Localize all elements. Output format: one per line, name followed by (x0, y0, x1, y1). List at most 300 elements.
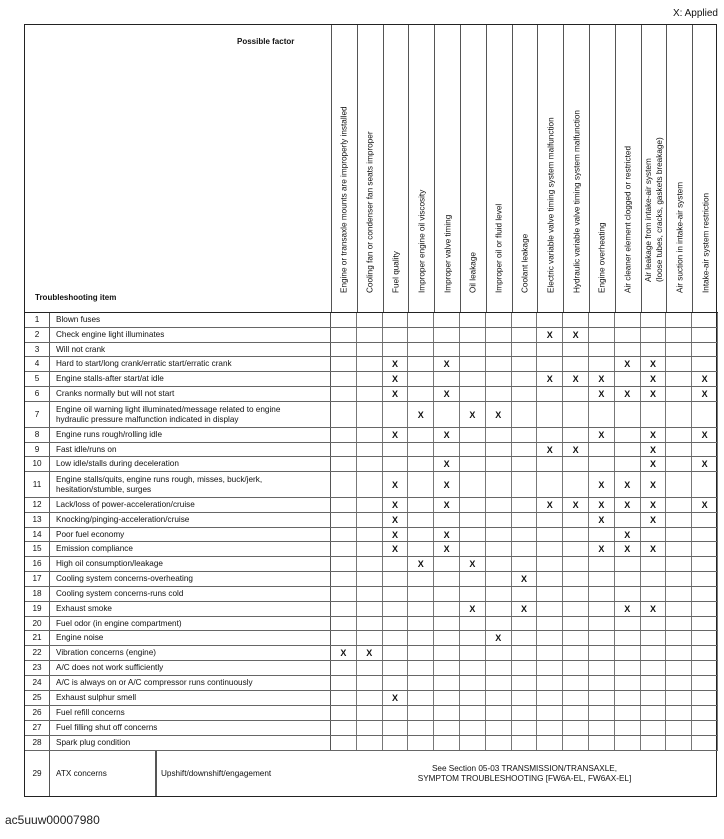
applied-mark (589, 572, 615, 586)
applied-mark: X (692, 428, 718, 442)
troubleshooting-item: Cooling system concerns-runs cold (50, 587, 331, 601)
applied-mark (537, 472, 563, 497)
applied-mark (589, 631, 615, 645)
applied-mark (486, 691, 512, 705)
applied-mark (331, 721, 357, 735)
applied-mark (512, 472, 538, 497)
applied-mark (383, 328, 409, 342)
applied-mark (563, 631, 589, 645)
applied-mark (666, 587, 692, 601)
applied-mark (589, 357, 615, 371)
applied-mark (460, 661, 486, 675)
applied-mark: X (408, 402, 434, 427)
applied-mark: X (434, 357, 460, 371)
applied-mark (512, 498, 538, 512)
applied-mark (666, 357, 692, 371)
applied-mark: X (383, 528, 409, 541)
applied-mark (615, 513, 641, 527)
applied-mark (357, 557, 383, 571)
applied-mark: X (357, 646, 383, 660)
applied-mark (408, 498, 434, 512)
applied-mark (486, 617, 512, 630)
applied-mark (460, 387, 486, 401)
table-row (25, 513, 718, 528)
row-number: 26 (25, 706, 50, 720)
applied-mark (357, 343, 383, 356)
applied-mark: X (641, 498, 667, 512)
troubleshooting-item: Spark plug condition (50, 736, 331, 750)
factor-column (666, 25, 692, 312)
applied-mark (434, 328, 460, 342)
applied-mark: X (615, 472, 641, 497)
applied-mark (357, 513, 383, 527)
applied-mark (537, 542, 563, 556)
applied-mark: X (589, 387, 615, 401)
applied-mark (692, 357, 718, 371)
factor-label: Coolant leakage (520, 233, 530, 293)
applied-mark (666, 676, 692, 690)
applied-mark (331, 587, 357, 601)
applied-mark (434, 313, 460, 327)
applied-mark: X (692, 498, 718, 512)
applied-mark (641, 572, 667, 586)
applied-mark (408, 676, 434, 690)
applied-mark (331, 691, 357, 705)
applied-mark (615, 661, 641, 675)
troubleshooting-item: A/C does not work sufficiently (50, 661, 331, 675)
applied-mark (563, 557, 589, 571)
applied-mark (615, 328, 641, 342)
applied-mark (537, 343, 563, 356)
applied-mark (331, 557, 357, 571)
applied-mark (641, 528, 667, 541)
applied-mark (563, 736, 589, 750)
applied-mark (408, 587, 434, 601)
applied-mark (666, 661, 692, 675)
applied-mark (460, 343, 486, 356)
applied-mark (589, 661, 615, 675)
troubleshooting-item: Engine oil warning light illuminated/message related to engine hydraulic pressure malfunction indicated in display (50, 402, 331, 427)
factor-column (357, 25, 383, 312)
table-row (25, 498, 718, 513)
troubleshooting-item: Will not crank (50, 343, 331, 356)
applied-mark (408, 661, 434, 675)
troubleshooting-item: Fuel odor (in engine compartment) (50, 617, 331, 630)
applied-mark (460, 721, 486, 735)
applied-mark (331, 443, 357, 456)
table-row (25, 631, 718, 646)
applied-mark (641, 617, 667, 630)
factor-column (383, 25, 409, 312)
applied-mark: X (331, 646, 357, 660)
applied-mark (331, 372, 357, 386)
applied-mark (383, 646, 409, 660)
applied-mark (512, 387, 538, 401)
applied-mark: X (641, 443, 667, 456)
applied-mark (641, 736, 667, 750)
applied-mark: X (615, 528, 641, 541)
applied-mark (512, 542, 538, 556)
applied-mark (331, 572, 357, 586)
applied-mark (641, 402, 667, 427)
applied-mark (434, 602, 460, 616)
applied-mark (434, 572, 460, 586)
row-number: 23 (25, 661, 50, 675)
applied-mark (537, 602, 563, 616)
applied-mark: X (563, 372, 589, 386)
applied-mark (537, 457, 563, 471)
applied-mark (692, 572, 718, 586)
applied-mark (563, 542, 589, 556)
table-row (25, 646, 718, 661)
applied-mark (589, 587, 615, 601)
troubleshooting-item: Lack/loss of power-acceleration/cruise (50, 498, 331, 512)
applied-mark (666, 691, 692, 705)
applied-mark (666, 328, 692, 342)
applied-mark (460, 646, 486, 660)
row-number: 13 (25, 513, 50, 527)
applied-mark (434, 676, 460, 690)
applied-mark: X (641, 428, 667, 442)
applied-mark (537, 691, 563, 705)
applied-mark (641, 721, 667, 735)
applied-mark (512, 313, 538, 327)
applied-mark (383, 706, 409, 720)
factor-label: Improper oil or fluid level (494, 203, 504, 293)
applied-mark (537, 617, 563, 630)
applied-mark (615, 372, 641, 386)
applied-mark (434, 587, 460, 601)
applied-mark (408, 428, 434, 442)
applied-mark (357, 443, 383, 456)
applied-mark (512, 631, 538, 645)
row-number: 27 (25, 721, 50, 735)
factor-column (692, 25, 718, 312)
applied-mark (460, 572, 486, 586)
applied-mark (486, 706, 512, 720)
applied-mark (692, 557, 718, 571)
applied-mark (615, 587, 641, 601)
troubleshooting-item: A/C is always on or A/C compressor runs continuously (50, 676, 331, 690)
applied-mark (486, 457, 512, 471)
applied-mark (486, 443, 512, 456)
applied-mark (615, 428, 641, 442)
applied-mark (331, 387, 357, 401)
table-row (25, 443, 718, 457)
applied-mark (512, 557, 538, 571)
applied-mark (512, 691, 538, 705)
applied-mark (357, 357, 383, 371)
factor-label: Electric variable valve timing system malfunction (546, 117, 556, 293)
applied-mark: X (641, 542, 667, 556)
applied-mark (615, 343, 641, 356)
table-row (25, 676, 718, 691)
applied-mark (563, 646, 589, 660)
applied-mark (589, 402, 615, 427)
applied-mark (666, 313, 692, 327)
applied-mark (512, 587, 538, 601)
applied-mark (563, 343, 589, 356)
applied-mark (408, 357, 434, 371)
applied-mark (460, 528, 486, 541)
applied-mark (486, 676, 512, 690)
applied-mark (460, 676, 486, 690)
applied-mark (408, 443, 434, 456)
applied-mark (563, 676, 589, 690)
troubleshooting-item: Exhaust smoke (50, 602, 331, 616)
legend: X: Applied (672, 8, 718, 19)
applied-mark (434, 343, 460, 356)
applied-mark (563, 572, 589, 586)
applied-mark (434, 372, 460, 386)
applied-mark (512, 328, 538, 342)
table-row (25, 457, 718, 472)
applied-mark (486, 646, 512, 660)
applied-mark (331, 402, 357, 427)
applied-mark (563, 472, 589, 497)
applied-mark (666, 513, 692, 527)
applied-mark: X (589, 472, 615, 497)
troubleshooting-item: Poor fuel economy (50, 528, 331, 541)
applied-mark (666, 457, 692, 471)
applied-mark: X (460, 602, 486, 616)
applied-mark (357, 313, 383, 327)
applied-mark (666, 617, 692, 630)
factor-column (460, 25, 486, 312)
applied-mark (641, 587, 667, 601)
row-number: 7 (25, 402, 50, 427)
applied-mark (408, 617, 434, 630)
applied-mark: X (563, 328, 589, 342)
applied-mark: X (615, 498, 641, 512)
applied-mark: X (383, 498, 409, 512)
applied-mark (460, 513, 486, 527)
applied-mark (512, 372, 538, 386)
row-number: 22 (25, 646, 50, 660)
applied-mark (408, 513, 434, 527)
applied-mark (408, 472, 434, 497)
applied-mark (692, 313, 718, 327)
applied-mark (641, 691, 667, 705)
troubleshooting-item: Vibration concerns (engine) (50, 646, 331, 660)
applied-mark (666, 472, 692, 497)
applied-mark (331, 498, 357, 512)
applied-mark (460, 443, 486, 456)
applied-mark: X (641, 387, 667, 401)
applied-mark (589, 691, 615, 705)
applied-mark (589, 557, 615, 571)
applied-mark: X (383, 542, 409, 556)
row-number: 14 (25, 528, 50, 541)
applied-mark (512, 457, 538, 471)
applied-mark (357, 428, 383, 442)
applied-mark (408, 691, 434, 705)
figure-code: ac5uuw00007980 (5, 813, 100, 827)
applied-mark (666, 706, 692, 720)
applied-mark: X (615, 542, 641, 556)
applied-mark: X (383, 472, 409, 497)
factor-label: Air leakage from intake-air system (loose tubes, cracks, gaskets breakage) (643, 137, 664, 282)
applied-mark (641, 661, 667, 675)
applied-mark (486, 498, 512, 512)
factor-label: Improper valve timing (443, 214, 453, 293)
applied-mark (486, 472, 512, 497)
applied-mark: X (692, 457, 718, 471)
applied-mark: X (383, 513, 409, 527)
applied-mark: X (434, 542, 460, 556)
applied-mark: X (408, 557, 434, 571)
table-row (25, 372, 718, 387)
applied-mark (486, 661, 512, 675)
applied-mark (666, 542, 692, 556)
applied-mark (537, 721, 563, 735)
factor-column (615, 25, 641, 312)
applied-mark (357, 676, 383, 690)
troubleshooting-item: Emission compliance (50, 542, 331, 556)
applied-mark (615, 313, 641, 327)
applied-mark (512, 617, 538, 630)
applied-mark (434, 617, 460, 630)
applied-mark (563, 706, 589, 720)
troubleshooting-item: ATX concerns (50, 751, 156, 796)
applied-mark: X (641, 472, 667, 497)
applied-mark (486, 513, 512, 527)
applied-mark (460, 631, 486, 645)
applied-mark (434, 736, 460, 750)
applied-mark (589, 343, 615, 356)
applied-mark (331, 343, 357, 356)
applied-mark (537, 528, 563, 541)
applied-mark: X (589, 428, 615, 442)
applied-mark (357, 617, 383, 630)
applied-mark (537, 736, 563, 750)
table-header (25, 25, 718, 313)
applied-mark (357, 402, 383, 427)
applied-mark (563, 457, 589, 471)
applied-mark (383, 343, 409, 356)
applied-mark (486, 387, 512, 401)
applied-mark (537, 646, 563, 660)
applied-mark (512, 721, 538, 735)
applied-mark (666, 428, 692, 442)
applied-mark (512, 676, 538, 690)
applied-mark: X (383, 372, 409, 386)
applied-mark (563, 661, 589, 675)
factor-column (331, 25, 357, 312)
row-number: 8 (25, 428, 50, 442)
applied-mark (666, 631, 692, 645)
possible-factor-label: Possible factor (237, 37, 295, 46)
troubleshooting-item: Check engine light illuminates (50, 328, 331, 342)
troubleshooting-item: Hard to start/long crank/erratic start/erratic crank (50, 357, 331, 371)
factor-column (563, 25, 589, 312)
applied-mark (615, 691, 641, 705)
applied-mark (589, 602, 615, 616)
applied-mark (563, 587, 589, 601)
applied-mark (486, 372, 512, 386)
applied-mark (563, 513, 589, 527)
applied-mark (666, 443, 692, 456)
applied-mark (692, 328, 718, 342)
applied-mark (641, 631, 667, 645)
table-row (25, 736, 718, 751)
applied-mark (589, 676, 615, 690)
applied-mark (460, 706, 486, 720)
row-number: 12 (25, 498, 50, 512)
applied-mark (460, 472, 486, 497)
applied-mark (512, 646, 538, 660)
table-row (25, 706, 718, 721)
applied-mark (383, 457, 409, 471)
applied-mark (537, 387, 563, 401)
applied-mark (460, 328, 486, 342)
applied-mark (666, 498, 692, 512)
applied-mark (512, 428, 538, 442)
factor-label: Fuel quality (391, 251, 401, 293)
applied-mark (589, 736, 615, 750)
applied-mark (408, 343, 434, 356)
table-row (25, 721, 718, 736)
applied-mark (357, 587, 383, 601)
applied-mark (383, 602, 409, 616)
row-number: 10 (25, 457, 50, 471)
applied-mark (641, 328, 667, 342)
troubleshooting-item: Cooling system concerns-overheating (50, 572, 331, 586)
applied-mark (331, 472, 357, 497)
applied-mark (460, 691, 486, 705)
applied-mark (692, 402, 718, 427)
row-number: 29 (25, 751, 50, 796)
applied-mark (692, 617, 718, 630)
applied-mark (537, 402, 563, 427)
applied-mark (357, 721, 383, 735)
row-number: 1 (25, 313, 50, 327)
applied-mark (357, 602, 383, 616)
applied-mark (692, 513, 718, 527)
applied-mark (537, 631, 563, 645)
applied-mark (641, 706, 667, 720)
applied-mark (434, 443, 460, 456)
applied-mark (486, 557, 512, 571)
applied-mark (615, 402, 641, 427)
applied-mark (589, 706, 615, 720)
applied-mark (383, 721, 409, 735)
applied-mark (537, 661, 563, 675)
applied-mark (666, 343, 692, 356)
factor-label: Engine or transaxle mounts are improperly installed (339, 106, 349, 293)
troubleshooting-item: Cranks normally but will not start (50, 387, 331, 401)
applied-mark (692, 602, 718, 616)
applied-mark (563, 428, 589, 442)
applied-mark (512, 706, 538, 720)
troubleshooting-item-label: Troubleshooting item (35, 293, 117, 302)
row-number: 11 (25, 472, 50, 497)
applied-mark (512, 661, 538, 675)
troubleshooting-item: Knocking/pinging-acceleration/cruise (50, 513, 331, 527)
applied-mark (460, 313, 486, 327)
applied-mark: X (383, 387, 409, 401)
applied-mark (383, 557, 409, 571)
applied-mark: X (589, 498, 615, 512)
applied-mark (357, 387, 383, 401)
applied-mark (512, 443, 538, 456)
troubleshooting-item: Fuel refill concerns (50, 706, 331, 720)
applied-mark (666, 602, 692, 616)
applied-mark: X (486, 402, 512, 427)
applied-mark (692, 721, 718, 735)
applied-mark (486, 428, 512, 442)
applied-mark (434, 721, 460, 735)
